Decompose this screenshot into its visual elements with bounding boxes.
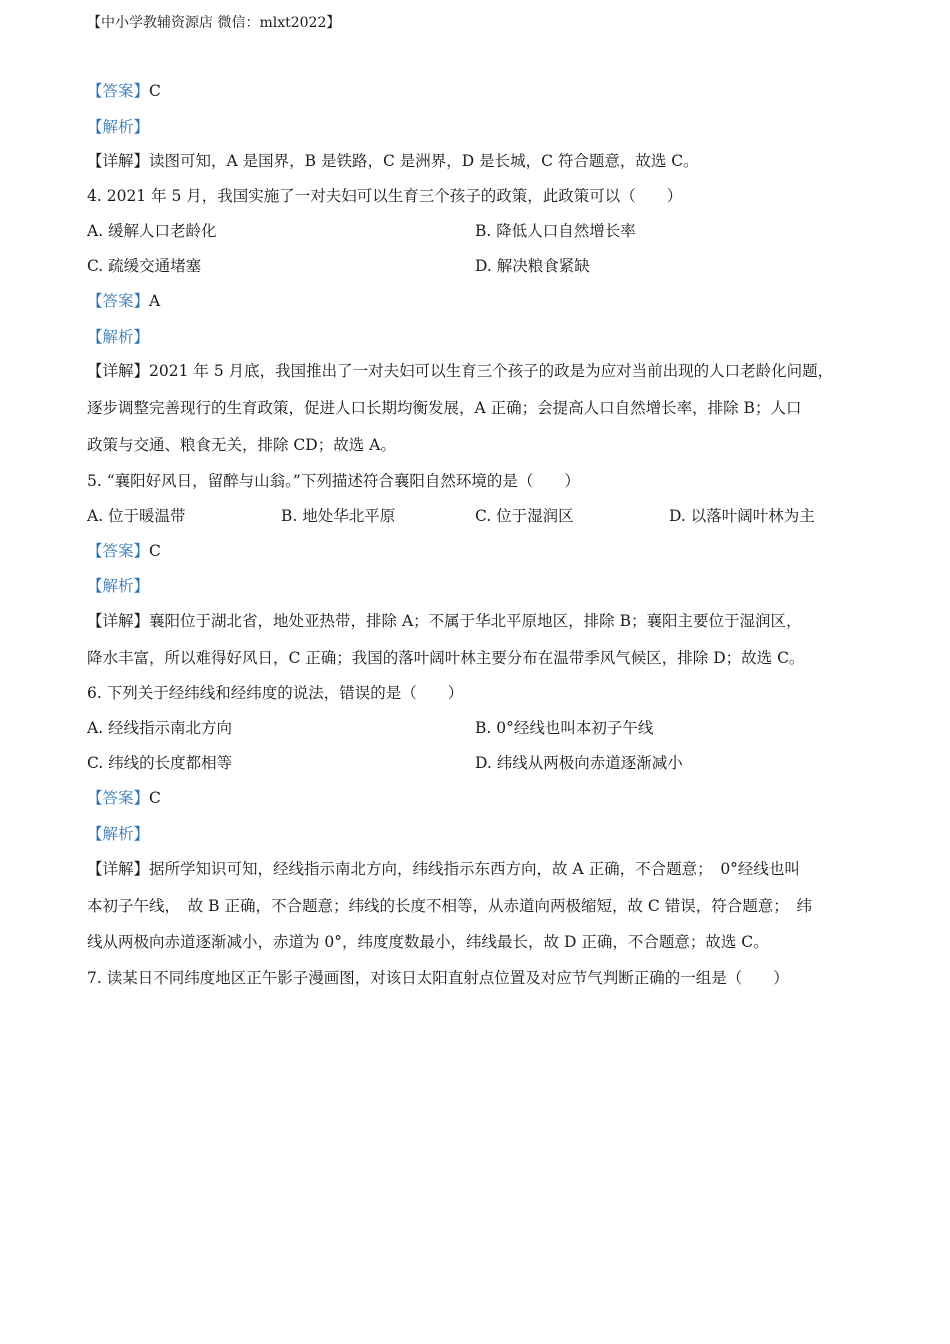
q4-option-c: C. 疏缓交通堵塞	[87, 257, 202, 275]
q3-analysis-tag: 【解析】	[87, 118, 150, 136]
q4-analysis-tag: 【解析】	[87, 328, 150, 346]
q4-option-a: A. 缓解人口老龄化	[87, 222, 217, 240]
q4-answer-line	[87, 291, 160, 311]
answer-tag: 【答案】	[87, 542, 150, 560]
q4-option-d: D. 解决粮食紧缺	[475, 257, 590, 275]
q5-detail-line-2: 降水丰富，所以难得好风日，C 正确；我国的落叶阔叶林主要分布在温带季风气候区，排除 D；故选 C。	[87, 649, 805, 667]
q5-stem: 5. “襄阳好风日，留醉与山翁。”下列描述符合襄阳自然环境的是（ ）	[87, 472, 580, 490]
q5-option-c: C. 位于湿润区	[475, 507, 574, 525]
detail-tag: 【详解】	[87, 152, 150, 170]
detail-tag: 【详解】	[87, 612, 150, 630]
q4-detail-line-2: 逐步调整完善现行的生育政策，促进人口长期均衡发展，A 正确；会提高人口自然增长率，排除 B；人口	[87, 399, 802, 417]
q6-analysis-tag: 【解析】	[87, 825, 150, 843]
q4-answer: A	[149, 292, 161, 310]
detail-tag: 【详解】	[87, 860, 150, 878]
q5-answer-line	[87, 541, 161, 561]
q6-option-b: B. 0°经线也叫本初子午线	[475, 719, 654, 737]
q4-option-b: B. 降低人口自然增长率	[475, 222, 636, 240]
q6-option-d: D. 纬线从两极向赤道逐渐减小	[475, 754, 683, 772]
q3-detail: 读图可知，A 是国界，B 是铁路，C 是洲界，D 是长城，C 符合题意，故选 C。	[149, 152, 699, 170]
q5-detail-line-1	[87, 611, 801, 631]
q6-answer-line	[87, 788, 161, 808]
page-header: 【中小学教辅资源店 微信：mlxt2022】	[87, 15, 341, 31]
q6-detail-line-1	[87, 859, 800, 879]
q5-answer: C	[149, 542, 161, 560]
q6-answer: C	[149, 789, 161, 807]
q5-analysis-tag: 【解析】	[87, 577, 150, 595]
q5-option-b: B. 地处华北平原	[281, 507, 396, 525]
answer-tag: 【答案】	[87, 789, 150, 807]
q4-detail-line-3: 政策与交通、粮食无关，排除 CD；故选 A。	[87, 436, 396, 454]
q6-option-a: A. 经线指示南北方向	[87, 719, 233, 737]
q5-option-a: A. 位于暖温带	[87, 507, 186, 525]
q3-detail-line	[87, 151, 699, 171]
q6-detail-line-3: 线从两极向赤道逐渐减小，赤道为 0°，纬度度数最小，纬线最长，故 D 正确，不合题意；故选 C。	[87, 933, 769, 951]
detail-tag: 【详解】	[87, 362, 150, 380]
q7-stem: 7. 读某日不同纬度地区正午影子漫画图，对该日太阳直射点位置及对应节气判断正确的一组是（ ）	[87, 969, 789, 987]
q6-option-c: C. 纬线的长度都相等	[87, 754, 233, 772]
q4-detail-line-1	[87, 361, 833, 381]
q3-answer-line	[87, 81, 161, 101]
q4-stem: 4. 2021 年 5 月，我国实施了一对夫妇可以生育三个孩子的政策，此政策可以（ ）	[87, 187, 683, 205]
q6-stem: 6. 下列关于经纬线和经纬度的说法，错误的是（ ）	[87, 684, 464, 702]
answer-tag: 【答案】	[87, 82, 150, 100]
q3-answer: C	[149, 82, 161, 100]
q5-detail-1: 襄阳位于湖北省，地处亚热带，排除 A；不属于华北平原地区，排除 B；襄阳主要位于湿润区，	[149, 612, 802, 630]
q4-detail-1: 2021 年 5 月底，我国推出了一对夫妇可以生育三个孩子的政是为应对当前出现的人口老龄化问题，	[149, 362, 834, 380]
q6-detail-line-2: 本初子午线， 故 B 正确，不合题意；纬线的长度不相等，从赤道向两极缩短，故 C 错误，符合题意； 纬	[87, 897, 812, 915]
q5-option-d: D. 以落叶阔叶林为主	[669, 507, 815, 525]
q6-detail-1: 据所学知识可知，经线指示南北方向，纬线指示东西方向，故 A 正确，不合题意； 0°经线也叫	[149, 860, 800, 878]
answer-tag: 【答案】	[87, 292, 150, 310]
